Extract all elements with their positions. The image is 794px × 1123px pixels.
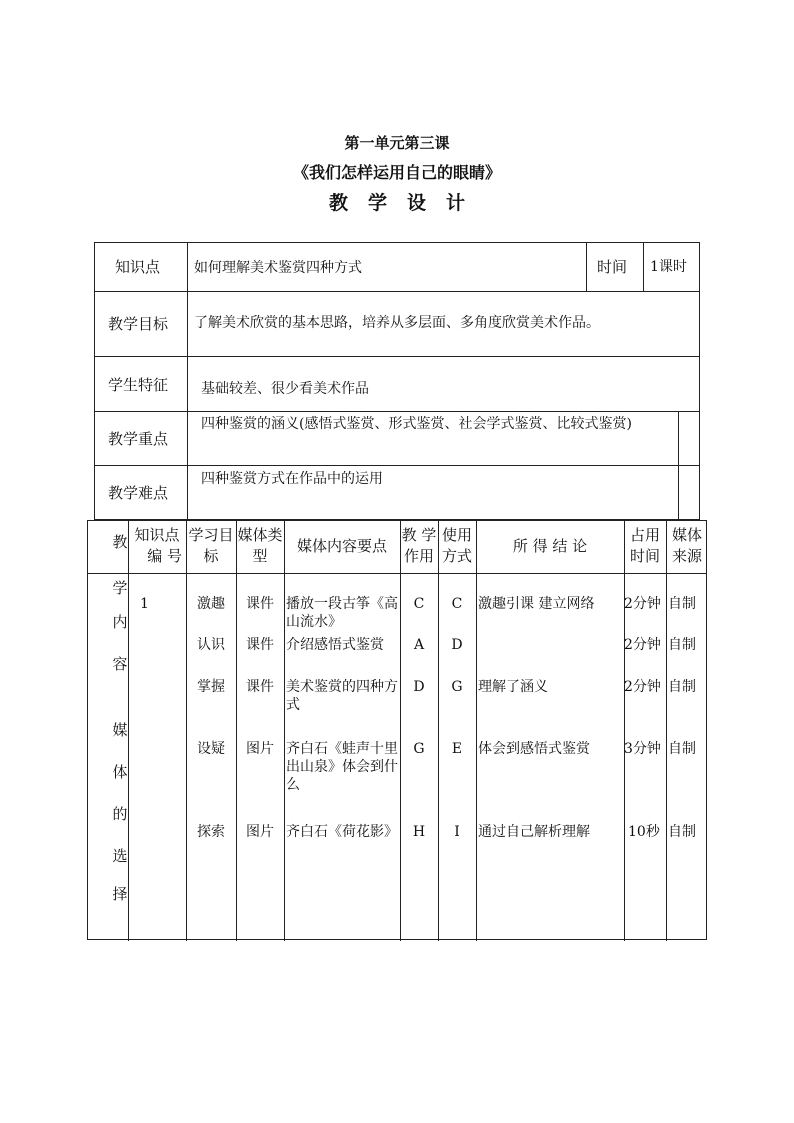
difficulty-label: 教学难点 [108, 484, 169, 502]
row-divider [95, 291, 699, 292]
row-role: A [413, 637, 425, 653]
row-source: 自制 [668, 679, 696, 695]
column-divider [186, 521, 187, 941]
row-divider [95, 465, 699, 466]
header-knowledge [128, 525, 186, 567]
row-usage: C [451, 596, 463, 612]
row-source: 自制 [668, 637, 696, 653]
column-divider [476, 521, 477, 941]
row-type: 图片 [246, 824, 274, 840]
row-type: 课件 [246, 679, 274, 695]
row-goal: 探索 [197, 824, 225, 840]
header-role [400, 525, 438, 567]
header-source-line1: 媒体 [671, 526, 702, 544]
row-type: 课件 [246, 596, 274, 612]
document-title: 教学设计 [328, 192, 485, 214]
header-time-line2: 时间 [629, 547, 660, 565]
row-type: 图片 [246, 741, 274, 757]
side-char: 内 [112, 613, 128, 631]
header-source [666, 525, 708, 567]
side-char: 的 [112, 805, 128, 823]
row-time: 3分钟 [624, 741, 661, 757]
side-char: 体 [112, 763, 128, 781]
header-knowledge-line2: 编 号 [147, 547, 182, 565]
row-divider [95, 411, 699, 412]
column-divider [678, 411, 679, 521]
column-divider [624, 521, 625, 941]
row-role: H [412, 824, 426, 840]
column-divider [666, 521, 667, 941]
row-time: 10秒 [628, 824, 660, 840]
row-content: 播放一段古筝《高山流水》 [286, 596, 398, 630]
row-source: 自制 [668, 596, 696, 612]
column-divider [586, 243, 587, 291]
knowledge-point-number: 1 [140, 596, 149, 612]
header-role-line2: 作用 [403, 547, 434, 565]
row-usage: G [451, 679, 463, 695]
time-label: 时间 [597, 258, 628, 276]
row-role: C [413, 596, 425, 612]
row-time: 2分钟 [624, 637, 661, 653]
side-char: 学 [112, 579, 128, 597]
column-divider [438, 521, 439, 941]
header-usage-line1: 使用 [441, 526, 472, 544]
lesson-info-table [94, 242, 700, 520]
difficulty-value: 四种鉴赏方式在作品中的运用 [201, 471, 383, 487]
header-type-line1: 媒体类 [237, 526, 283, 544]
goal-value: 了解美术欣赏的基本思路，培养从多层面、多角度欣赏美术作品。 [194, 315, 600, 331]
row-role: D [413, 679, 425, 695]
column-divider [643, 243, 644, 291]
row-content: 齐白石《蛙声十里出山泉》体会到什么 [286, 741, 398, 793]
column-divider [236, 521, 237, 941]
row-source: 自制 [668, 741, 696, 757]
lesson-title: 《我们怎样运用自己的眼睛》 [292, 163, 501, 182]
column-divider [400, 521, 401, 941]
header-result: 所 得 结 论 [512, 537, 588, 555]
header-time [624, 525, 666, 567]
side-char: 媒 [112, 721, 128, 739]
knowledge-label: 知识点 [115, 258, 161, 276]
row-usage: E [451, 741, 463, 757]
row-type: 课件 [246, 637, 274, 653]
row-source: 自制 [668, 824, 696, 840]
row-role: G [413, 741, 425, 757]
knowledge-value: 如何理解美术鉴赏四种方式 [194, 260, 362, 276]
row-time: 2分钟 [624, 596, 661, 612]
row-result: 理解了涵义 [478, 679, 548, 695]
goal-label: 教学目标 [108, 315, 169, 333]
row-result: 激趣引课 建立网络 [478, 596, 595, 612]
header-type [236, 525, 284, 567]
focus-label: 教学重点 [108, 430, 169, 448]
row-content: 介绍感悟式鉴赏 [286, 637, 384, 653]
side-char: 选 [112, 847, 128, 865]
header-knowledge-line1: 知识点 [134, 526, 180, 544]
row-time: 2分钟 [624, 679, 661, 695]
row-divider [95, 356, 699, 357]
row-result: 通过自己解析理解 [478, 824, 590, 840]
column-divider [284, 521, 285, 941]
row-usage: D [451, 637, 463, 653]
row-content: 齐白石《荷花影》 [286, 824, 398, 840]
header-goal-line2: 标 [203, 547, 219, 565]
row-content: 美术鉴赏的四种方式 [286, 679, 398, 713]
header-content: 媒体内容要点 [296, 537, 387, 555]
header-type-line2: 型 [252, 547, 268, 565]
header-source-line2: 来源 [671, 547, 702, 565]
header-goal [186, 525, 236, 567]
side-char: 教 [112, 533, 128, 551]
header-divider [88, 573, 706, 574]
side-char: 容 [112, 655, 128, 673]
media-selection-table [87, 520, 707, 940]
header-usage-line2: 方式 [441, 547, 472, 565]
lesson-unit-title: 第一单元第三课 [344, 134, 450, 152]
student-label: 学生特征 [108, 376, 169, 394]
header-usage [438, 525, 476, 567]
student-value: 基础较差、很少看美术作品 [201, 381, 369, 397]
row-result: 体会到感悟式鉴赏 [478, 741, 590, 757]
time-value: 1课时 [650, 259, 687, 275]
focus-value: 四种鉴赏的涵义(感悟式鉴赏、形式鉴赏、社会学式鉴赏、比较式鉴赏) [201, 416, 632, 432]
header-goal-line1: 学习目 [188, 526, 234, 544]
column-divider [187, 243, 188, 521]
row-goal: 认识 [197, 637, 225, 653]
row-usage: I [454, 824, 460, 840]
row-goal: 激趣 [197, 596, 225, 612]
row-goal: 掌握 [197, 679, 225, 695]
header-role-line1: 教 学 [401, 526, 437, 544]
header-time-line1: 占用 [629, 526, 660, 544]
row-goal: 设疑 [197, 741, 225, 757]
side-char: 择 [112, 885, 128, 903]
